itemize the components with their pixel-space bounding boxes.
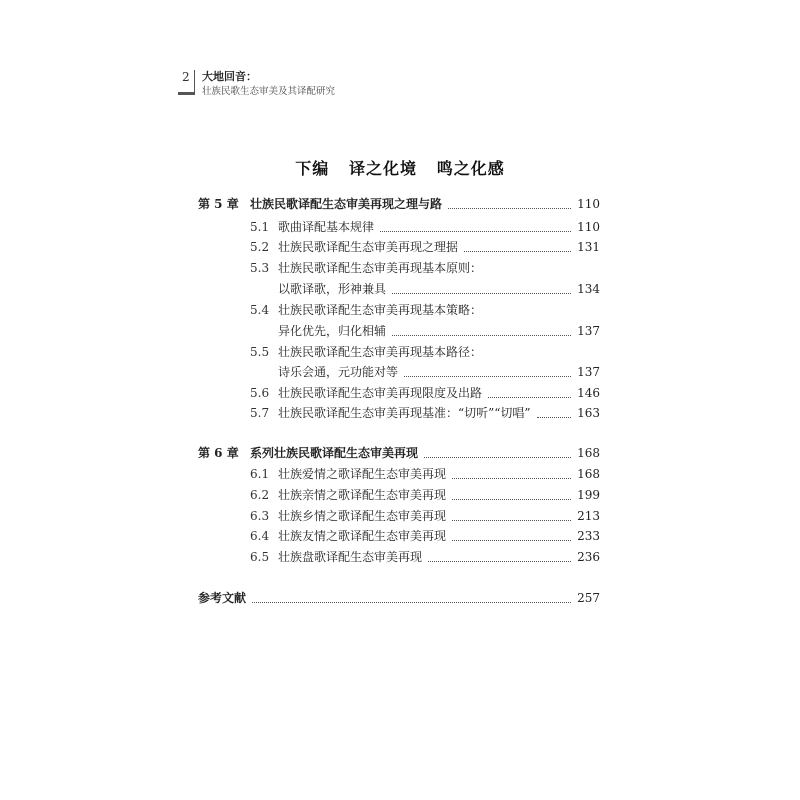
section-number: 5.4 <box>250 303 270 317</box>
dot-leader <box>488 396 571 398</box>
section-number: 5.7 <box>250 406 270 420</box>
dot-leader <box>252 601 571 603</box>
page-number: 168 <box>577 446 600 460</box>
dot-leader <box>392 292 571 294</box>
page-number: 137 <box>577 324 600 338</box>
section-number: 6.5 <box>250 550 270 564</box>
page-number: 110 <box>577 197 600 211</box>
section-title-cont: 诗乐会通，元功能对等 <box>278 365 399 379</box>
section-number: 5.3 <box>250 261 270 275</box>
toc-references[interactable] <box>198 588 600 608</box>
dot-leader <box>452 477 571 479</box>
dot-leader <box>392 334 571 336</box>
section-number: 6.4 <box>250 529 270 543</box>
page-number: 134 <box>577 282 600 296</box>
section-number: 6.1 <box>250 467 270 481</box>
section-title: 歌曲译配基本规律 <box>278 220 375 234</box>
dot-leader <box>404 375 571 377</box>
chapter-number: 第 5 章 <box>198 197 239 211</box>
part-title: 下编 译之化境 鸣之化感 <box>295 159 505 178</box>
section-title: 壮族爱情之歌译配生态审美再现 <box>278 467 447 481</box>
chapter-number: 第 6 章 <box>198 446 239 460</box>
page-number: 137 <box>577 365 600 379</box>
section-number: 6.2 <box>250 488 270 502</box>
page-number: 236 <box>577 550 600 564</box>
section-number: 5.5 <box>250 345 270 359</box>
toc-section-5-2[interactable] <box>250 237 600 257</box>
header-book-subtitle: 壮族民歌生态审美及其译配研究 <box>202 86 336 97</box>
toc-section-6-2[interactable] <box>250 485 600 505</box>
toc-section-6-4[interactable] <box>250 526 600 546</box>
page-number: 146 <box>577 386 600 400</box>
header-page-number: 2 <box>182 70 190 84</box>
dot-leader <box>380 230 571 232</box>
toc-section-6-1[interactable] <box>250 464 600 484</box>
dot-leader <box>464 250 571 252</box>
section-title: 壮族民歌译配生态审美再现基本策略： <box>278 303 483 317</box>
toc-section-5-3[interactable] <box>250 258 600 278</box>
page-number: 199 <box>577 488 600 502</box>
page-number: 131 <box>577 240 600 254</box>
section-title: 壮族民歌译配生态审美再现基准：“切听”“切唱” <box>278 406 531 420</box>
section-title: 壮族友情之歌译配生态审美再现 <box>278 529 447 543</box>
dot-leader <box>428 560 571 562</box>
dot-leader <box>424 456 571 458</box>
chapter-title: 壮族民歌译配生态审美再现之理与路 <box>250 197 443 211</box>
toc-chapter-6[interactable] <box>198 443 600 463</box>
page-number: 213 <box>577 509 600 523</box>
toc-section-5-5-cont[interactable] <box>278 362 600 382</box>
section-title-cont: 异化优先，归化相辅 <box>278 324 387 338</box>
page-number: 163 <box>577 406 600 420</box>
section-title-cont: 以歌译歌，形神兼具 <box>278 282 387 296</box>
references-title: 参考文献 <box>198 591 247 605</box>
section-title: 壮族民歌译配生态审美再现基本路径： <box>278 345 483 359</box>
section-title: 壮族民歌译配生态审美再现之理据 <box>278 240 459 254</box>
section-title: 壮族乡情之歌译配生态审美再现 <box>278 509 447 523</box>
toc-section-6-5[interactable] <box>250 547 600 567</box>
section-title: 壮族民歌译配生态审美再现限度及出路 <box>278 386 483 400</box>
toc-section-5-6[interactable] <box>250 383 600 403</box>
chapter-title: 系列壮族民歌译配生态审美再现 <box>250 446 419 460</box>
section-title: 壮族亲情之歌译配生态审美再现 <box>278 488 447 502</box>
toc-section-6-3[interactable] <box>250 506 600 526</box>
section-number: 5.1 <box>250 220 270 234</box>
section-number: 5.6 <box>250 386 270 400</box>
header-bar <box>178 92 195 95</box>
section-number: 6.3 <box>250 509 270 523</box>
toc-chapter-5[interactable] <box>198 194 600 214</box>
dot-leader <box>448 207 571 209</box>
header-book-title: 大地回音： <box>202 70 257 83</box>
section-title: 壮族盘歌译配生态审美再现 <box>278 550 423 564</box>
section-title: 壮族民歌译配生态审美再现基本原则： <box>278 261 483 275</box>
page-number: 233 <box>577 529 600 543</box>
page-number: 168 <box>577 467 600 481</box>
toc-section-5-1[interactable] <box>250 217 600 237</box>
dot-leader <box>452 519 571 521</box>
section-number: 5.2 <box>250 240 270 254</box>
dot-leader <box>537 416 572 418</box>
dot-leader <box>452 539 571 541</box>
toc-section-5-4-cont[interactable] <box>278 321 600 341</box>
dot-leader <box>452 498 571 500</box>
page-number: 110 <box>577 220 600 234</box>
toc-section-5-5[interactable] <box>250 342 600 362</box>
toc-section-5-3-cont[interactable] <box>278 279 600 299</box>
toc-section-5-7[interactable] <box>250 403 600 423</box>
page-number: 257 <box>577 591 600 605</box>
toc-section-5-4[interactable] <box>250 300 600 320</box>
